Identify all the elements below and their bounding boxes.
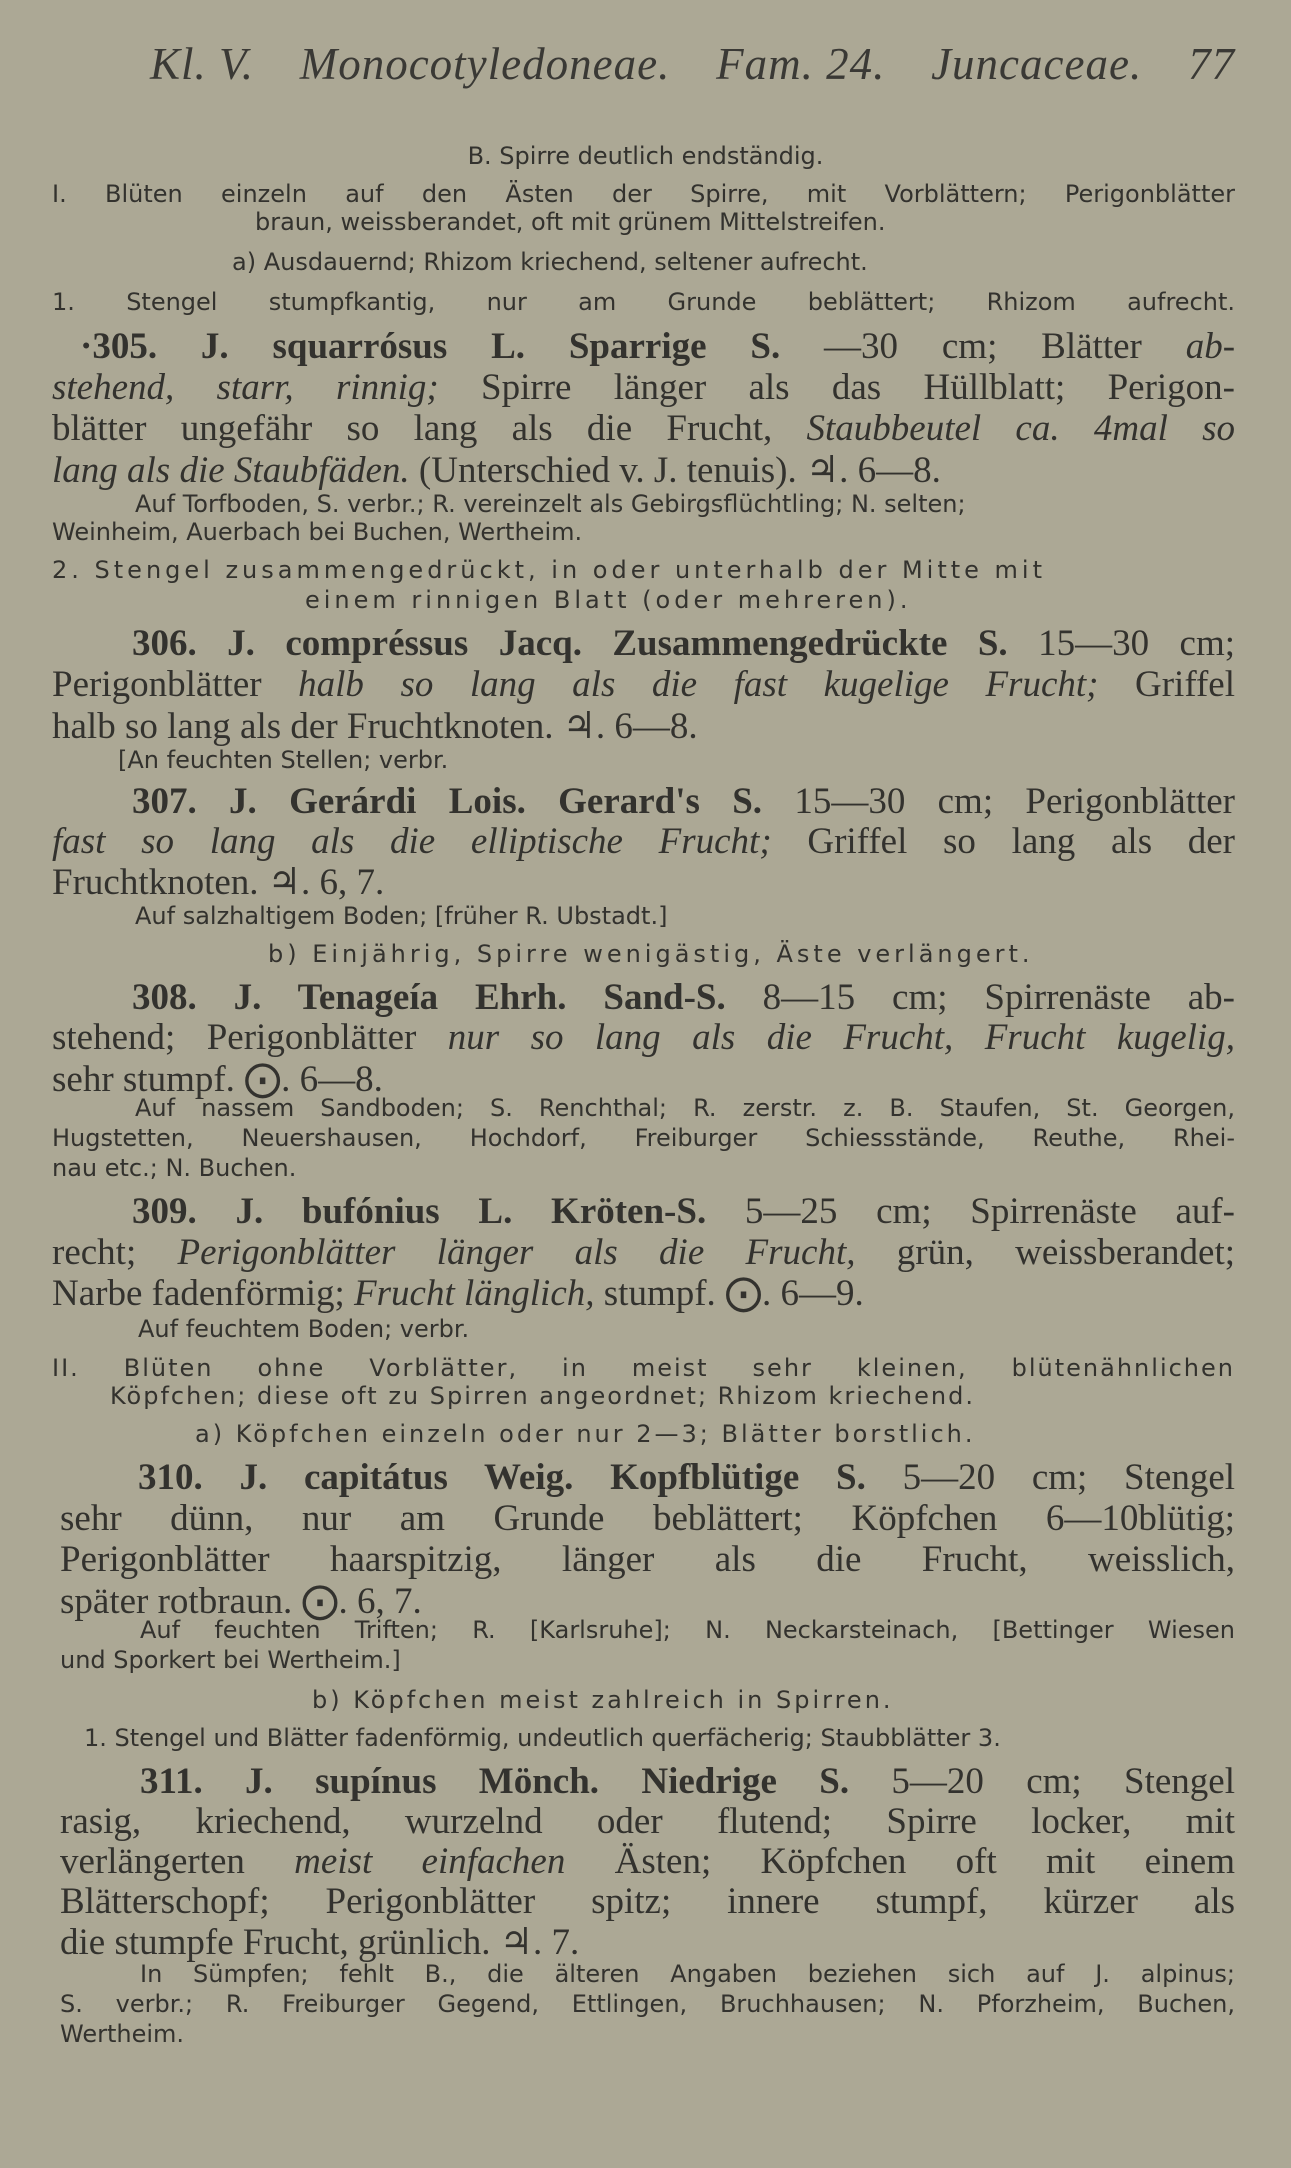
entry-308-number: 308. (132, 977, 197, 1018)
key-line-1b: 1. Stengel und Blätter fadenförmig, undeutlich querfächerig; Staubblätter 3. (84, 1724, 1001, 1752)
entry-306-line-2: Perigonblätter halb so lang als die fast kugelige Frucht; Griffel (52, 664, 1235, 705)
key-line-b2: b) Einjährig, Spirre wenigästig, Äste verlängert. (268, 940, 1034, 968)
key-line-I-1: I. Blüten einzeln auf den Ästen der Spirre, mit Vorblättern; Perigonblätter (52, 180, 1235, 208)
entry-305-line-2: stehend, starr, rinnig; Spirre länger als das Hüllblatt; Perigon- (52, 367, 1235, 408)
entry-307-line-3: Fruchtknoten. ♃. 6, 7. (52, 862, 385, 903)
header-fam-number: Fam. 24. (716, 39, 886, 89)
entry-311-line-4: Blätterschopf; Perigonblätter spitz; innere stumpf, kürzer als (60, 1881, 1235, 1922)
entry-308-habitat-1: Auf nassem Sandboden; S. Renchthal; R. zerstr. z. B. Staufen, St. Georgen, (135, 1094, 1235, 1122)
entry-305-number: ·305. (80, 326, 158, 367)
entry-309-number: 309. (132, 1191, 197, 1232)
entry-307-habitat: Auf salzhaltigem Boden; [früher R. Ubstadt.] (135, 902, 668, 930)
entry-311-number: 311. (140, 1761, 203, 1802)
entry-307-name: J. Gerárdi Lois. Gerard's S. (229, 781, 763, 822)
entry-309-habitat: Auf feuchtem Boden; verbr. (138, 1315, 470, 1343)
entry-309-name: J. bufónius L. Kröten-S. (235, 1191, 707, 1232)
entry-310-name: J. capitátus Weig. Kopfblütige S. (239, 1457, 866, 1498)
key-heading-b: B. Spirre deutlich endständig. (467, 142, 824, 170)
entry-305-habitat-2: Weinheim, Auerbach bei Buchen, Wertheim. (52, 518, 583, 546)
entry-305-line-1 (80, 325, 1235, 369)
running-header (150, 38, 1235, 90)
key-line-2b: einem rinnigen Blatt (oder mehreren). (305, 586, 912, 614)
entry-308-habitat-2: Hugstetten, Neuershausen, Hochdorf, Freiburger Schiessstände, Reuthe, Rhei- (52, 1124, 1235, 1152)
entry-308-line-1: 308. J. Tenageía Ehrh. Sand-S. 8—15 cm; Spirrenäste ab- (132, 977, 1235, 1018)
entry-310-habitat-2: und Sporkert bei Wertheim.] (60, 1646, 401, 1674)
entry-306-habitat: [An feuchten Stellen; verbr. (118, 746, 449, 774)
entry-311-habitat-1: In Sümpfen; fehlt B., die älteren Angaben beziehen sich auf J. alpinus; (140, 1960, 1235, 1988)
entry-311-line-5: die stumpfe Frucht, grünlich. ♃. 7. (60, 1922, 580, 1963)
entry-308-line-3: sehr stumpf. ⨀. 6—8. (52, 1059, 383, 1100)
page-number: 77 (1187, 39, 1235, 89)
entry-305-size: —30 cm; Blätter (824, 326, 1142, 367)
entry-310-line-1: 310. J. capitátus Weig. Kopfblütige S. 5—20 cm; Stengel (138, 1457, 1235, 1498)
entry-309-line-3: Narbe fadenförmig; Frucht länglich, stumpf. ⨀. 6—9. (52, 1273, 864, 1314)
key-line-II-2: Köpfchen; diese oft zu Spirren angeordnet; Rhizom kriechend. (110, 1382, 975, 1410)
entry-305-italic: ab- (1185, 326, 1235, 367)
key-line-a2: a) Köpfchen einzeln oder nur 2—3; Blätter borstlich. (195, 1420, 976, 1448)
entry-306-line-3: halb so lang als der Fruchtknoten. ♃. 6—8. (52, 706, 698, 747)
entry-311-line-3: verlängerten meist einfachen Ästen; Köpfchen oft mit einem (60, 1841, 1235, 1882)
entry-310-line-4: später rotbraun. ⨀. 6, 7. (60, 1581, 422, 1622)
entry-311-line-2: rasig, kriechend, wurzelnd oder flutend; Spirre locker, mit (60, 1801, 1235, 1842)
entry-311-name: J. supínus Mönch. Niedrige S. (245, 1761, 850, 1802)
entry-307-number: 307. (132, 781, 197, 822)
entry-308-habitat-3: nau etc.; N. Buchen. (52, 1154, 297, 1182)
entry-306-number: 306. (132, 623, 197, 664)
header-class: Kl. V. (150, 39, 254, 89)
key-line-1: 1. Stengel stumpfkantig, nur am Grunde beblättert; Rhizom aufrecht. (52, 288, 1235, 316)
key-line-II-1: II. Blüten ohne Vorblätter, in meist sehr kleinen, blütenähnlichen (52, 1354, 1235, 1382)
entry-307-line-1: 307. J. Gerárdi Lois. Gerard's S. 15—30 cm; Perigonblätter (132, 781, 1235, 822)
entry-305-habitat-1: Auf Torfboden, S. verbr.; R. vereinzelt als Gebirgsflüchtling; N. selten; (135, 490, 966, 518)
entry-307-line-2: fast so lang als die elliptische Frucht; Griffel so lang als der (52, 821, 1235, 862)
entry-310-habitat-1: Auf feuchten Triften; R. [Karlsruhe]; N. Neckarsteinach, [Bettinger Wiesen (140, 1616, 1235, 1644)
entry-306-line-1: 306. J. compréssus Jacq. Zusammengedrückte S. 15—30 cm; (132, 623, 1235, 664)
entry-305-name: J. squarrósus L. Sparrige S. (200, 326, 781, 367)
entry-308-name: J. Tenageía Ehrh. Sand-S. (233, 977, 726, 1018)
entry-305-line-4: lang als die Staubfäden. (Unterschied v. J. tenuis). ♃. 6—8. (52, 450, 941, 491)
entry-305-line-3: blätter ungefähr so lang als die Frucht, Staubbeutel ca. 4mal so (52, 408, 1235, 449)
entry-311-habitat-2: S. verbr.; R. Freiburger Gegend, Ettlingen, Bruchhausen; N. Pforzheim, Buchen, (60, 1990, 1235, 2018)
entry-311-line-1: 311. J. supínus Mönch. Niedrige S. 5—20 cm; Stengel (140, 1761, 1235, 1802)
key-line-a: a) Ausdauernd; Rhizom kriechend, seltener aufrecht. (232, 248, 868, 276)
header-family-name: Juncaceae. (931, 39, 1143, 89)
entry-308-line-2: stehend; Perigonblätter nur so lang als die Frucht, Frucht kugelig, (52, 1017, 1235, 1058)
entry-310-line-2: sehr dünn, nur am Grunde beblättert; Köpfchen 6—10blütig; (60, 1498, 1235, 1539)
key-line-I-2: braun, weissberandet, oft mit grünem Mittelstreifen. (255, 208, 886, 236)
header-family: Monocotyledoneae. (299, 39, 671, 89)
entry-309-line-2: recht; Perigonblätter länger als die Frucht, grün, weissberandet; (52, 1232, 1235, 1273)
entry-310-line-3: Perigonblätter haarspitzig, länger als die Frucht, weisslich, (60, 1539, 1235, 1580)
entry-306-name: J. compréssus Jacq. Zusammengedrückte S. (227, 623, 1008, 664)
entry-310-number: 310. (138, 1457, 203, 1498)
entry-309-line-1: 309. J. bufónius L. Kröten-S. 5—25 cm; Spirrenäste auf- (132, 1191, 1235, 1232)
entry-311-habitat-3: Wertheim. (60, 2020, 185, 2048)
key-line-2a: 2. Stengel zusammengedrückt, in oder unterhalb der Mitte mit (52, 556, 1046, 584)
key-line-b3: b) Köpfchen meist zahlreich in Spirren. (312, 1686, 894, 1714)
